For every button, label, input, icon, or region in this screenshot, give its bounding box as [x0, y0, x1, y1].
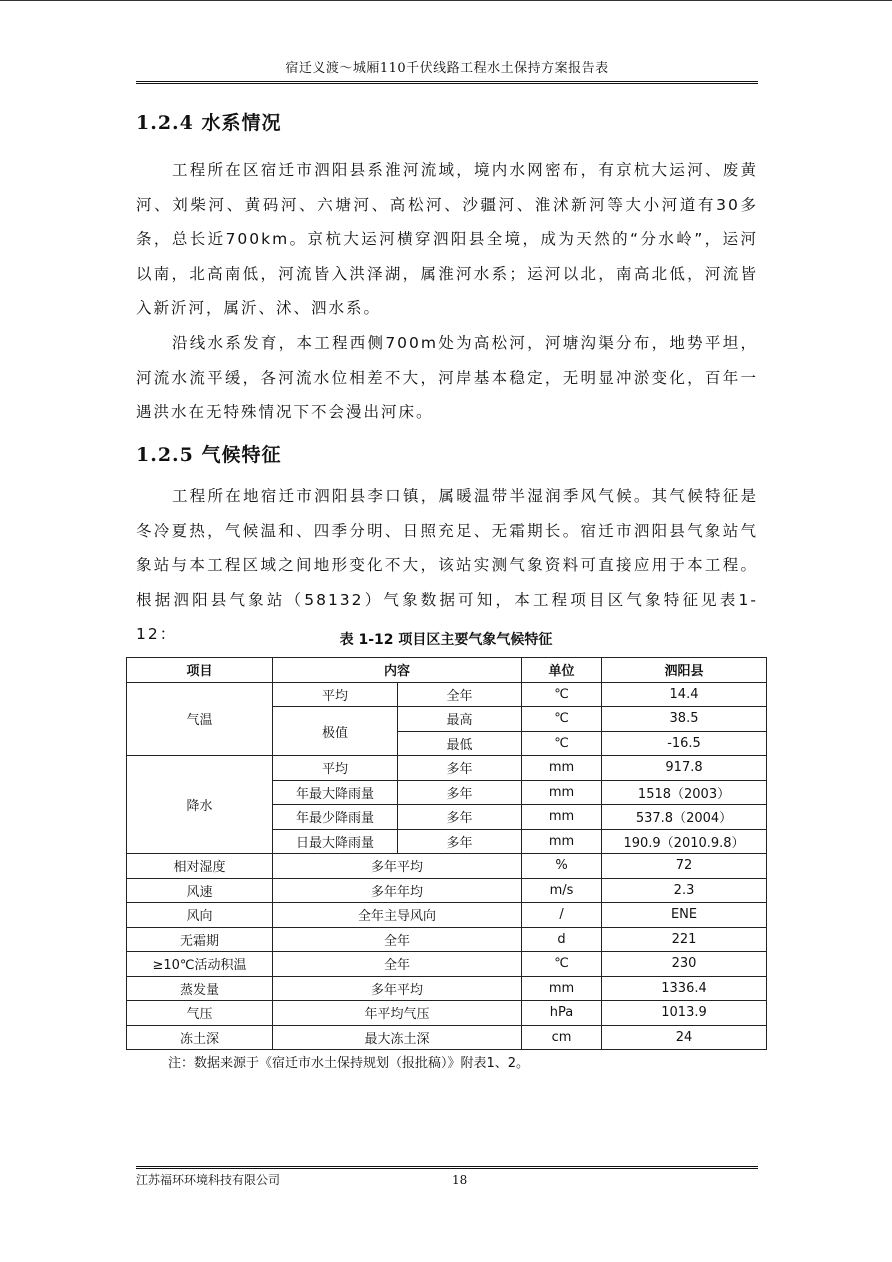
cell-value: 24	[602, 1025, 767, 1050]
cell-unit: %	[522, 854, 602, 879]
cell-content: 多年平均	[273, 854, 522, 879]
cell-content: 多年年均	[273, 878, 522, 903]
cell-sub: 日最大降雨量	[273, 829, 398, 854]
page-top-border	[0, 0, 892, 1]
header-item: 项目	[127, 658, 273, 683]
paragraph-water-system-1: 工程所在区宿迁市泗阳县系淮河流域，境内水网密布，有京杭大运河、废黄河、刘柴河、黄码河、六塘河、高松河、沙疆河、淮沭新河等大小河道有30多条，总长近700km。京杭大运河横穿泗阳县全境，成为天然的“分水岭”，运河以南，北高南低，河流皆入洪泽湖，属淮河水系；运河以北，南高北低，河流皆入新沂河，属沂、沭、泗水系。	[136, 161, 758, 317]
cell-value: 1013.9	[602, 1001, 767, 1026]
cell-content: 多年平均	[273, 976, 522, 1001]
cell-value: 14.4	[602, 682, 767, 707]
row-label: 气压	[127, 1001, 273, 1026]
cell-unit: m/s	[522, 878, 602, 903]
row-label-precipitation: 降水	[127, 756, 273, 854]
row-label: 冻土深	[127, 1025, 273, 1050]
cell-unit: d	[522, 927, 602, 952]
cell-period: 全年	[398, 682, 522, 707]
row-label: 风向	[127, 903, 273, 928]
cell-period: 最低	[398, 731, 522, 756]
cell-value: 190.9（2010.9.8）	[602, 829, 767, 854]
table-row	[127, 878, 767, 903]
climate-table	[126, 657, 767, 1050]
cell-unit: /	[522, 903, 602, 928]
cell-sub-extreme: 极值	[273, 707, 398, 756]
cell-sub: 年最大降雨量	[273, 780, 398, 805]
cell-period: 多年	[398, 780, 522, 805]
cell-value: 221	[602, 927, 767, 952]
cell-unit: mm	[522, 976, 602, 1001]
cell-content: 全年主导风向	[273, 903, 522, 928]
cell-unit: mm	[522, 805, 602, 830]
cell-value: 1336.4	[602, 976, 767, 1001]
page-header-title: 宿迁义渡～城厢110千伏线路工程水土保持方案报告表	[285, 61, 609, 76]
cell-unit: mm	[522, 829, 602, 854]
cell-period: 多年	[398, 805, 522, 830]
cell-unit: mm	[522, 756, 602, 781]
table-row	[127, 1001, 767, 1026]
cell-unit: hPa	[522, 1001, 602, 1026]
cell-period: 多年	[398, 829, 522, 854]
cell-value: 2.3	[602, 878, 767, 903]
table-header-row	[127, 658, 767, 683]
section-heading-climate: 1.2.5 气候特征	[136, 444, 282, 466]
table-row	[127, 976, 767, 1001]
cell-sub: 平均	[273, 756, 398, 781]
table-note: 注：数据来源于《宿迁市水土保持规划（报批稿）》附表1、2。	[168, 1056, 530, 1071]
table-row	[127, 903, 767, 928]
cell-value: 230	[602, 952, 767, 977]
cell-unit: cm	[522, 1025, 602, 1050]
paragraph-climate-1: 工程所在地宿迁市泗阳县李口镇，属暖温带半湿润季风气候。其气候特征是冬冷夏热，气候温和、四季分明、日照充足、无霜期长。宿迁市泗阳县气象站气象站与本工程区域之间地形变化不大，该站实测气象资料可直接应用于本工程。根据泗阳县气象站（58132）气象数据可知，本工程项目区气象特征见表1-12：	[136, 487, 758, 643]
cell-value: ENE	[602, 903, 767, 928]
footer-company: 江苏福环环境科技有限公司	[136, 1173, 281, 1187]
table-title: 表 1-12 项目区主要气象气候特征	[339, 632, 553, 648]
header-unit: 单位	[522, 658, 602, 683]
header-value: 泗阳县	[602, 658, 767, 683]
section-heading-water-system: 1.2.4 水系情况	[136, 112, 282, 134]
row-label: ≥10℃活动积温	[127, 952, 273, 977]
row-label: 风速	[127, 878, 273, 903]
cell-value: 537.8（2004）	[602, 805, 767, 830]
table-row	[127, 756, 767, 781]
cell-value: 1518（2003）	[602, 780, 767, 805]
table-row	[127, 927, 767, 952]
table-row	[127, 854, 767, 879]
footer-rule-secondary	[136, 1168, 758, 1169]
cell-content: 最大冻土深	[273, 1025, 522, 1050]
cell-sub: 平均	[273, 682, 398, 707]
row-label: 相对湿度	[127, 854, 273, 879]
cell-period: 最高	[398, 707, 522, 732]
header-content: 内容	[273, 658, 522, 683]
footer-rule	[136, 1166, 758, 1167]
cell-value: 38.5	[602, 707, 767, 732]
row-label: 无霜期	[127, 927, 273, 952]
cell-content: 全年	[273, 952, 522, 977]
row-label-temperature: 气温	[127, 682, 273, 756]
cell-value: -16.5	[602, 731, 767, 756]
cell-sub: 年最少降雨量	[273, 805, 398, 830]
table-row	[127, 682, 767, 707]
cell-value: 72	[602, 854, 767, 879]
cell-unit: mm	[522, 780, 602, 805]
cell-content: 年平均气压	[273, 1001, 522, 1026]
page-number: 18	[452, 1173, 468, 1187]
table-row	[127, 1025, 767, 1050]
paragraph-water-system-2: 沿线水系发育，本工程西侧700m处为高松河，河塘沟渠分布，地势平坦，河流水流平缓，各河流水位相差不大，河岸基本稳定，无明显冲淤变化，百年一遇洪水在无特殊情况下不会漫出河床。	[136, 334, 758, 421]
cell-value: 917.8	[602, 756, 767, 781]
cell-unit: ℃	[522, 731, 602, 756]
cell-period: 多年	[398, 756, 522, 781]
row-label: 蒸发量	[127, 976, 273, 1001]
table-row	[127, 952, 767, 977]
cell-unit: ℃	[522, 707, 602, 732]
cell-unit: ℃	[522, 952, 602, 977]
header-rule-secondary	[136, 83, 758, 84]
cell-unit: ℃	[522, 682, 602, 707]
cell-content: 全年	[273, 927, 522, 952]
header-rule	[136, 81, 758, 82]
